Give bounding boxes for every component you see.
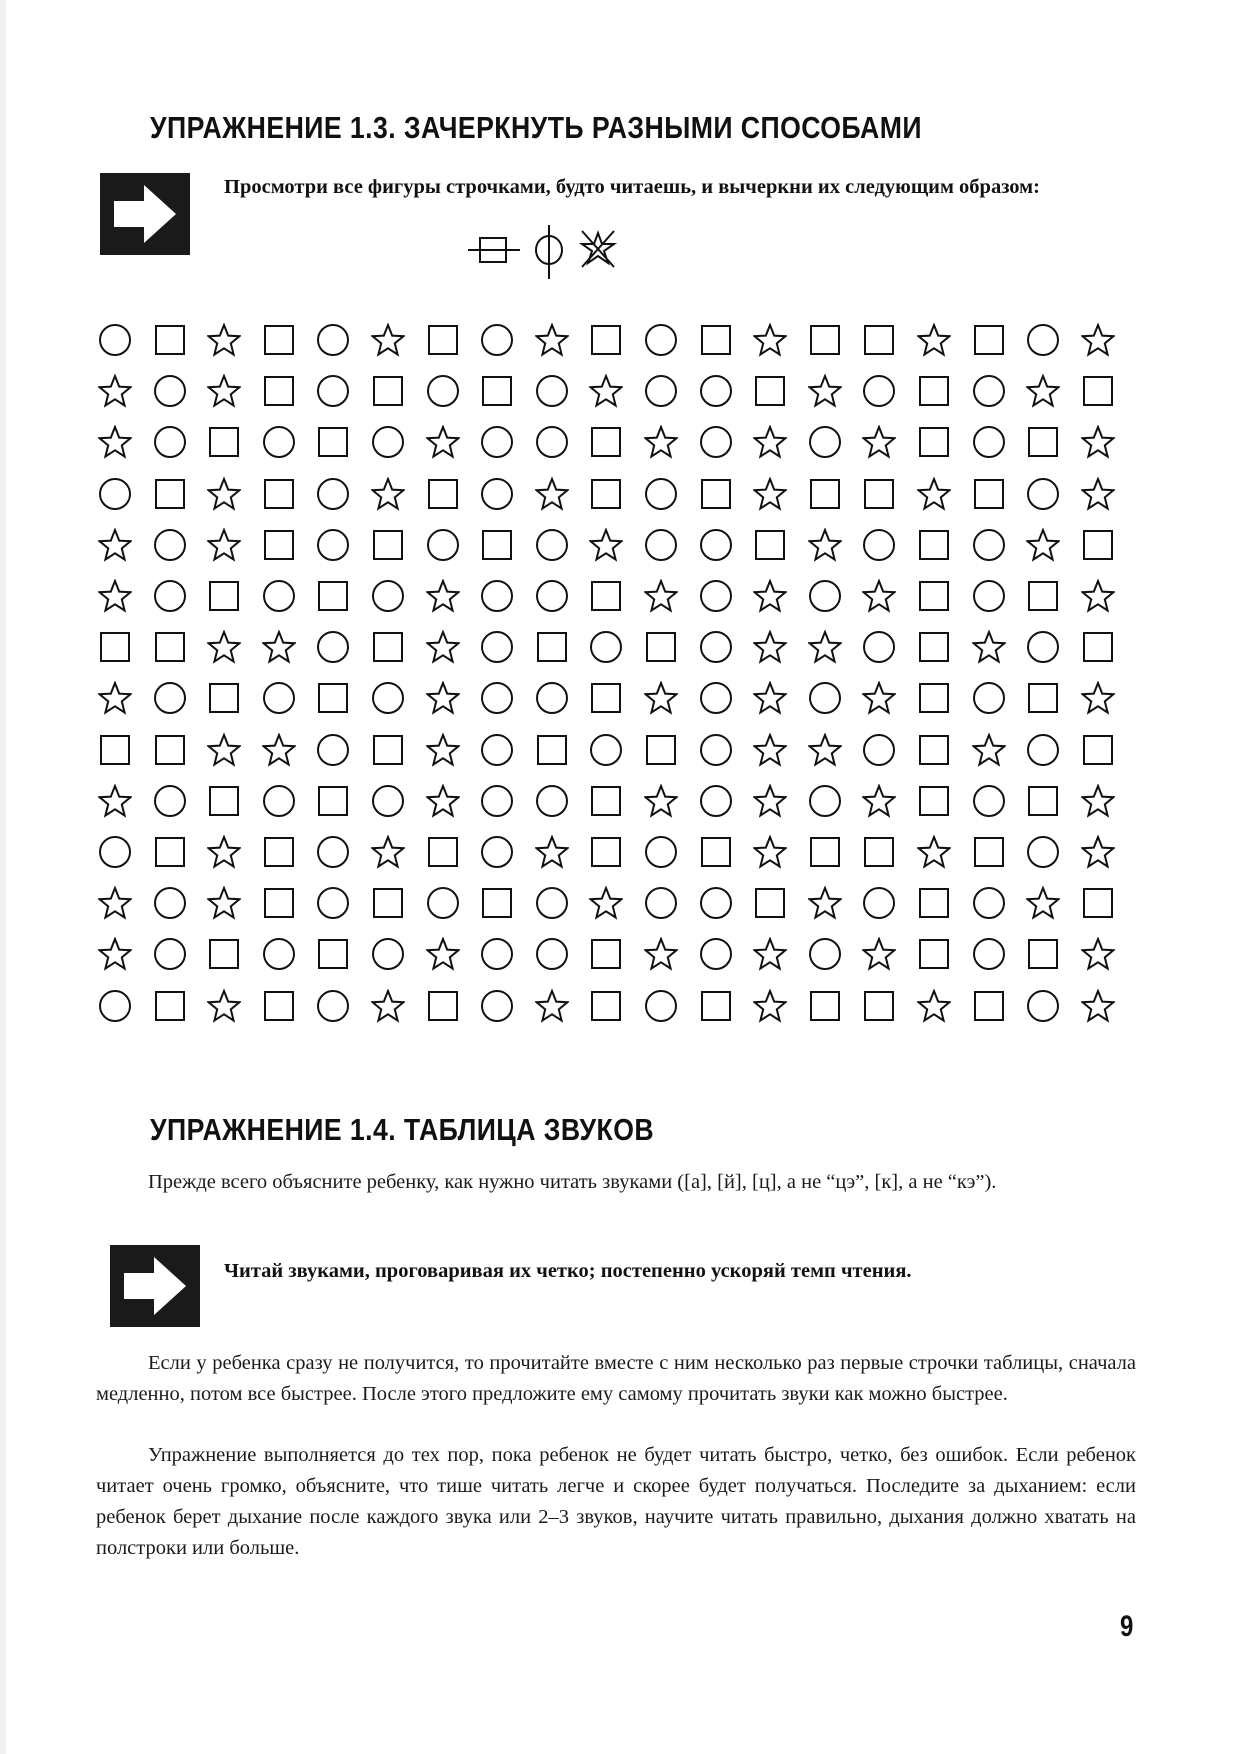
square-shape (699, 477, 733, 511)
shape-row (0, 986, 1240, 1026)
star-shape (371, 477, 405, 511)
circle-shape (480, 733, 514, 767)
star-shape (535, 477, 569, 511)
shape-row (0, 934, 1240, 974)
square-shape (917, 579, 951, 613)
square-shape (480, 886, 514, 920)
circle-shape (808, 937, 842, 971)
star-shape (862, 681, 896, 715)
circle-shape (535, 425, 569, 459)
star-shape (1081, 323, 1115, 357)
star-shape (371, 323, 405, 357)
star-shape (644, 937, 678, 971)
star-shape (426, 681, 460, 715)
square-shape (207, 579, 241, 613)
square-shape (262, 477, 296, 511)
star-shape (207, 630, 241, 664)
square-shape (917, 733, 951, 767)
square-shape (917, 784, 951, 818)
star-shape (644, 784, 678, 818)
circle-shape (808, 579, 842, 613)
circle-shape (98, 835, 132, 869)
star-shape (753, 937, 787, 971)
square-shape (644, 630, 678, 664)
circle-shape (316, 886, 350, 920)
star-shape (98, 374, 132, 408)
arrow-right-icon (110, 1245, 200, 1327)
square-shape (426, 835, 460, 869)
star-shape (98, 681, 132, 715)
circle-shape (535, 528, 569, 562)
star-shape (98, 425, 132, 459)
circle-shape (371, 937, 405, 971)
star-shape (535, 989, 569, 1023)
circle-shape (699, 937, 733, 971)
star-shape (753, 784, 787, 818)
star-shape (808, 733, 842, 767)
square-shape (589, 425, 623, 459)
square-shape (862, 323, 896, 357)
circle-shape (1026, 630, 1060, 664)
circle-shape (316, 374, 350, 408)
square-shape (808, 835, 842, 869)
circle-shape (316, 323, 350, 357)
circle-shape (862, 528, 896, 562)
circle-shape (535, 579, 569, 613)
circle-shape (153, 784, 187, 818)
square-shape (371, 528, 405, 562)
square-shape (426, 989, 460, 1023)
square-shape (862, 989, 896, 1023)
circle-shape (262, 937, 296, 971)
square-shape (207, 784, 241, 818)
circle-shape (644, 989, 678, 1023)
square-shape (480, 374, 514, 408)
star-shape (589, 886, 623, 920)
exercise-1-4-title: УПРАЖНЕНИЕ 1.4. ТАБЛИЦА ЗВУКОВ (150, 1112, 655, 1147)
square-shape (917, 681, 951, 715)
star-shape (917, 323, 951, 357)
circle-shape (316, 989, 350, 1023)
star-crossed-icon (582, 231, 614, 267)
circle-shape (862, 886, 896, 920)
square-shape (207, 937, 241, 971)
circle-shape (644, 528, 678, 562)
square-shape (316, 937, 350, 971)
circle-shape (480, 579, 514, 613)
star-shape (753, 425, 787, 459)
square-shape (371, 733, 405, 767)
square-shape (808, 989, 842, 1023)
circle-shape (153, 886, 187, 920)
star-shape (862, 579, 896, 613)
square-shape (808, 323, 842, 357)
square-shape (972, 477, 1006, 511)
square-shape (426, 477, 460, 511)
square-shape (917, 528, 951, 562)
square-shape (1026, 784, 1060, 818)
shape-row (0, 627, 1240, 667)
circle-shape (262, 579, 296, 613)
square-shape (589, 784, 623, 818)
shape-row (0, 474, 1240, 514)
circle-shape (535, 681, 569, 715)
exercise-1-4-instruction: Читай звуками, проговаривая их четко; постепенно ускоряй темп чтения. (224, 1260, 912, 1282)
square-shape (753, 886, 787, 920)
circle-shape (972, 374, 1006, 408)
shape-row (0, 832, 1240, 872)
shape-row (0, 525, 1240, 565)
star-shape (1026, 528, 1060, 562)
star-shape (917, 835, 951, 869)
square-shape (917, 886, 951, 920)
square-shape (862, 477, 896, 511)
circle-shape (862, 374, 896, 408)
star-shape (1081, 477, 1115, 511)
circle-shape (480, 835, 514, 869)
square-shape (917, 630, 951, 664)
star-shape (426, 784, 460, 818)
circle-shape (98, 989, 132, 1023)
square-shape (480, 528, 514, 562)
square-shape (1081, 886, 1115, 920)
star-shape (862, 425, 896, 459)
square-shape (262, 323, 296, 357)
star-shape (1026, 374, 1060, 408)
square-shape (1026, 579, 1060, 613)
star-shape (1081, 425, 1115, 459)
square-shape (535, 630, 569, 664)
circle-shape (699, 733, 733, 767)
circle-shape (262, 784, 296, 818)
star-shape (753, 989, 787, 1023)
circle-shape (644, 835, 678, 869)
square-shape (589, 681, 623, 715)
star-shape (644, 579, 678, 613)
circle-shape (480, 425, 514, 459)
circle-crossed-icon (536, 225, 562, 279)
square-shape (1026, 681, 1060, 715)
square-shape (98, 630, 132, 664)
square-shape (589, 937, 623, 971)
circle-shape (535, 784, 569, 818)
square-shape (153, 477, 187, 511)
square-shape (862, 835, 896, 869)
square-shape (972, 989, 1006, 1023)
exercise-1-4-intro: Прежде всего объясните ребенку, как нужно читать звуками ([а], [й], [ц], а не “цэ”, [к], а не “кэ”). (148, 1171, 997, 1193)
star-shape (262, 733, 296, 767)
circle-shape (153, 937, 187, 971)
square-shape (972, 835, 1006, 869)
square-shape (316, 579, 350, 613)
star-shape (262, 630, 296, 664)
square-shape (316, 425, 350, 459)
circle-shape (808, 681, 842, 715)
square-shape (589, 989, 623, 1023)
square-shape (207, 425, 241, 459)
square-shape (98, 733, 132, 767)
circle-shape (972, 425, 1006, 459)
star-shape (426, 937, 460, 971)
circle-shape (371, 784, 405, 818)
star-shape (1081, 937, 1115, 971)
circle-shape (1026, 477, 1060, 511)
square-shape (262, 989, 296, 1023)
star-shape (753, 579, 787, 613)
circle-shape (480, 784, 514, 818)
star-shape (1081, 989, 1115, 1023)
star-shape (808, 630, 842, 664)
square-shape (589, 835, 623, 869)
circle-shape (98, 323, 132, 357)
star-shape (1081, 784, 1115, 818)
circle-shape (153, 374, 187, 408)
star-shape (753, 630, 787, 664)
square-shape (589, 323, 623, 357)
circle-shape (699, 579, 733, 613)
star-shape (535, 835, 569, 869)
circle-shape (316, 630, 350, 664)
square-shape (972, 323, 1006, 357)
exercise-1-3-instruction: Просмотри все фигуры строчками, будто читаешь, и вычеркни их следующим образом: (224, 176, 1040, 198)
square-shape (1026, 937, 1060, 971)
star-shape (371, 989, 405, 1023)
star-shape (589, 374, 623, 408)
square-shape (753, 528, 787, 562)
circle-shape (480, 989, 514, 1023)
circle-shape (808, 425, 842, 459)
square-shape (1081, 733, 1115, 767)
star-shape (808, 528, 842, 562)
shape-row (0, 320, 1240, 360)
square-shape (917, 374, 951, 408)
arrow-right-icon (100, 173, 190, 255)
shape-row (0, 781, 1240, 821)
square-shape (262, 374, 296, 408)
star-shape (98, 579, 132, 613)
circle-shape (316, 835, 350, 869)
square-shape (153, 989, 187, 1023)
circle-shape (262, 681, 296, 715)
star-shape (808, 886, 842, 920)
page-number: 9 (1120, 1610, 1134, 1643)
circle-shape (862, 733, 896, 767)
circle-shape (262, 425, 296, 459)
square-shape (262, 835, 296, 869)
star-shape (98, 784, 132, 818)
star-shape (535, 323, 569, 357)
square-shape (589, 579, 623, 613)
circle-shape (699, 784, 733, 818)
circle-shape (371, 425, 405, 459)
square-shape (371, 886, 405, 920)
square-shape (535, 733, 569, 767)
star-shape (207, 528, 241, 562)
star-shape (862, 784, 896, 818)
circle-shape (1026, 323, 1060, 357)
square-shape (153, 323, 187, 357)
star-shape (207, 374, 241, 408)
square-shape (808, 477, 842, 511)
circle-shape (589, 733, 623, 767)
circle-shape (972, 784, 1006, 818)
circle-shape (972, 937, 1006, 971)
square-shape (1026, 425, 1060, 459)
star-shape (1081, 579, 1115, 613)
circle-shape (480, 323, 514, 357)
circle-shape (426, 374, 460, 408)
star-shape (207, 989, 241, 1023)
star-shape (207, 477, 241, 511)
square-shape (753, 374, 787, 408)
circle-shape (480, 937, 514, 971)
star-shape (426, 733, 460, 767)
square-shape (371, 630, 405, 664)
exercise-1-3-title: УПРАЖНЕНИЕ 1.3. ЗАЧЕРКНУТЬ РАЗНЫМИ СПОСОБАМИ (150, 110, 922, 145)
star-shape (917, 989, 951, 1023)
square-shape (153, 733, 187, 767)
square-shape (699, 989, 733, 1023)
star-shape (426, 630, 460, 664)
circle-shape (972, 579, 1006, 613)
circle-shape (699, 681, 733, 715)
star-shape (808, 374, 842, 408)
star-shape (98, 528, 132, 562)
square-shape (1081, 374, 1115, 408)
shape-row (0, 678, 1240, 718)
star-shape (753, 835, 787, 869)
exercise-1-4-paragraph-2: Упражнение выполняется до тех пор, пока ребенок не будет читать быстро, четко, без ошибок. Если ребенок читает очень громко, объясните, что тише читать легче и скорее будет получаться. Последите за дыханием: если ребенок берет дыхание после каждого звука или 2–3 звуков, научите читать правильно, дыхания должно хватать на полстроки или больше. (96, 1444, 1136, 1559)
circle-shape (699, 886, 733, 920)
crossing-legend (468, 225, 638, 286)
circle-shape (699, 425, 733, 459)
star-shape (426, 579, 460, 613)
circle-shape (644, 886, 678, 920)
square-shape (371, 374, 405, 408)
star-shape (1081, 681, 1115, 715)
circle-shape (153, 528, 187, 562)
shape-row (0, 883, 1240, 923)
circle-shape (98, 477, 132, 511)
circle-shape (480, 477, 514, 511)
circle-shape (426, 886, 460, 920)
circle-shape (371, 579, 405, 613)
circle-shape (1026, 733, 1060, 767)
circle-shape (426, 528, 460, 562)
star-shape (753, 323, 787, 357)
circle-shape (808, 784, 842, 818)
shape-row (0, 422, 1240, 462)
star-shape (207, 886, 241, 920)
square-shape (262, 886, 296, 920)
circle-shape (153, 579, 187, 613)
circle-shape (153, 681, 187, 715)
circle-shape (371, 681, 405, 715)
circle-shape (972, 528, 1006, 562)
square-shape (1081, 528, 1115, 562)
square-shape (917, 425, 951, 459)
square-shape (426, 323, 460, 357)
circle-shape (535, 937, 569, 971)
star-shape (207, 835, 241, 869)
star-shape (371, 835, 405, 869)
circle-shape (589, 630, 623, 664)
star-shape (644, 681, 678, 715)
circle-shape (699, 528, 733, 562)
star-shape (753, 477, 787, 511)
square-shape (917, 937, 951, 971)
star-shape (98, 886, 132, 920)
circle-shape (972, 681, 1006, 715)
crossing-legend-icons (468, 225, 638, 281)
star-shape (753, 681, 787, 715)
circle-shape (535, 886, 569, 920)
circle-shape (972, 886, 1006, 920)
star-shape (98, 937, 132, 971)
star-shape (207, 323, 241, 357)
star-shape (862, 937, 896, 971)
star-shape (972, 733, 1006, 767)
circle-shape (1026, 835, 1060, 869)
circle-shape (699, 630, 733, 664)
circle-shape (1026, 989, 1060, 1023)
circle-shape (316, 528, 350, 562)
circle-shape (316, 477, 350, 511)
shape-row (0, 576, 1240, 616)
circle-shape (644, 477, 678, 511)
circle-shape (644, 323, 678, 357)
star-shape (917, 477, 951, 511)
square-shape (699, 323, 733, 357)
page-edge-shadow (0, 0, 6, 1754)
square-shape (207, 681, 241, 715)
square-shape (316, 681, 350, 715)
circle-shape (153, 425, 187, 459)
star-shape (589, 528, 623, 562)
exercise-1-4-paragraph-1: Если у ребенка сразу не получится, то прочитайте вместе с ним несколько раз первые строчки таблицы, сначала медленно, потом все быстрее. После этого предложите ему самому прочитать звуки как можно быстрее. (96, 1352, 1136, 1405)
square-shape (262, 528, 296, 562)
shape-row (0, 371, 1240, 411)
star-shape (972, 630, 1006, 664)
star-shape (207, 733, 241, 767)
shape-row (0, 730, 1240, 770)
circle-shape (316, 733, 350, 767)
circle-shape (480, 681, 514, 715)
square-shape (699, 835, 733, 869)
circle-shape (535, 374, 569, 408)
star-shape (426, 425, 460, 459)
square-shape (153, 835, 187, 869)
star-shape (644, 425, 678, 459)
star-shape (753, 733, 787, 767)
square-shape (1081, 630, 1115, 664)
circle-shape (480, 630, 514, 664)
circle-shape (644, 374, 678, 408)
circle-shape (699, 374, 733, 408)
circle-shape (862, 630, 896, 664)
square-shape (316, 784, 350, 818)
square-shape (589, 477, 623, 511)
square-shape (153, 630, 187, 664)
square-shape (644, 733, 678, 767)
square-crossed-icon (468, 238, 520, 262)
star-shape (1081, 835, 1115, 869)
star-shape (1026, 886, 1060, 920)
